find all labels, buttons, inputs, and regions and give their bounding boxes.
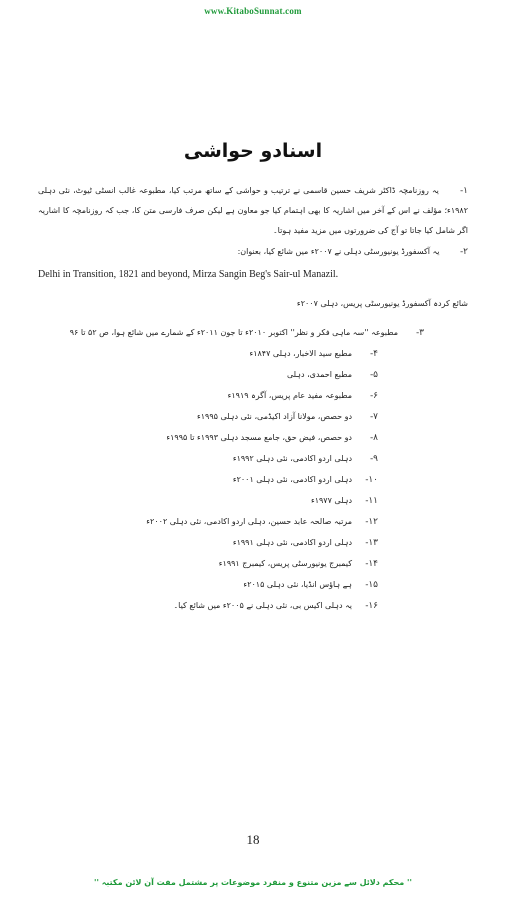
page-title: اسنادو حواشی — [183, 140, 323, 162]
note-number: ۱۰- — [365, 474, 378, 484]
note-number: ۱۱- — [365, 495, 378, 505]
note-text: یہ روزنامچہ ڈاکٹر شریف حسین قاسمی نے ترتیب و حواشی کے ساتھ مرتب کیا، مطبوعہ غالب انسٹی ٹیوٹ، نئی دہلی ۱۹۸۲ء؛ مؤلف نے اس کے آخر میں اشاریہ کا بھی اہتمام کیا جو معاون ہے لیکن صرف فارسی متن کا، جب کہ روزنامچہ کا اشاریہ اگر شامل کیا جاتا تو آج کی ضرورتوں میں مزید مفید ہوتا۔ — [38, 186, 468, 235]
page-number: 18 — [246, 832, 260, 847]
note-number: ۶- — [370, 390, 378, 400]
note-number: ۹- — [370, 453, 378, 463]
note-number: ۲- — [460, 246, 468, 256]
note-number: ۸- — [370, 432, 378, 442]
site-url-header[interactable]: www.KitaboSunnat.com — [204, 6, 302, 16]
notes-section — [38, 180, 468, 616]
list-item — [38, 574, 378, 595]
note-number: ۱۵- — [365, 579, 378, 589]
english-book-title: Delhi in Transition, 1821 and beyond, Mirza Sangin Beg's Sair-ul Manazil. — [38, 269, 339, 280]
note-number: ۵- — [370, 369, 378, 379]
note-text: مطبع احمدی، دہلی — [286, 370, 352, 379]
note-2 — [38, 241, 468, 262]
note-number: ۱۶- — [365, 600, 378, 610]
note-text: دو حصص، فیض حق، جامع مسجد دہلی ۱۹۹۳ء تا ۱۹۹۵ء — [166, 433, 352, 442]
list-item — [38, 343, 378, 364]
note-text: مطبع سید الاخبار، دہلی ۱۸۴۷ء — [249, 349, 352, 358]
note-text: ہے ہاؤس انڈیا، نئی دہلی ۲۰۱۵ء — [243, 580, 352, 589]
list-item — [38, 595, 378, 616]
note-text: یہ دہلی اکیس بی، نئی دہلی نے ۲۰۰۵ء میں شائع کیا۔ — [173, 601, 352, 610]
note-text: دہلی اردو اکادمی، نئی دہلی ۲۰۰۱ء — [232, 475, 352, 484]
note-text: یہ آکسفورڈ یونیورسٹی دہلی نے ۲۰۰۷ء میں شائع کیا، بعنوان: — [237, 247, 440, 256]
list-item — [38, 553, 378, 574]
footer-tagline: '' محکم دلائل سے مزین متنوع و منفرد موضوعات پر مشتمل مفت آن لائن مکتبہ '' — [94, 878, 412, 887]
list-item — [38, 385, 378, 406]
note-number: ۳- — [416, 327, 424, 337]
list-item — [38, 532, 378, 553]
note-text: کیمبرج یونیورسٹی پریس، کیمبرج ۱۹۹۱ء — [218, 559, 352, 568]
list-item — [38, 322, 424, 343]
publisher-line: شائع کردہ آکسفورڈ یونیورسٹی پریس، دہلی ۲۰۰۷ء — [296, 299, 468, 308]
list-item — [38, 511, 378, 532]
note-text: دہلی اردو اکادمی، نئی دہلی ۱۹۹۱ء — [232, 538, 352, 547]
note-text: دہلی اردو اکادمی، نئی دہلی ۱۹۹۲ء — [232, 454, 352, 463]
list-item — [38, 406, 378, 427]
list-item — [38, 490, 378, 511]
note-text: دہلی ۱۹۷۷ء — [310, 496, 352, 505]
note-text: مطبوعہ ''سہ ماہی فکر و نظر'' اکتوبر ۲۰۱۰ء تا جون ۲۰۱۱ء کے شمارے میں شائع ہوا، ص ۵۲ تا ۹۶ — [69, 328, 398, 337]
note-1 — [38, 180, 468, 241]
note-text: مرتبہ صالحہ عابد حسین، دہلی اردو اکادمی، نئی دہلی ۲۰۰۲ء — [146, 517, 352, 526]
note-number: ۴- — [370, 348, 378, 358]
list-item — [38, 448, 378, 469]
note-number: ۱۲- — [365, 516, 378, 526]
note-number: ۱۳- — [365, 537, 378, 547]
list-item — [38, 427, 378, 448]
list-item — [38, 469, 378, 490]
note-text: دو حصص، مولانا آزاد اکیڈمی، نئی دہلی ۱۹۹۵ء — [196, 412, 352, 421]
list-item — [38, 364, 378, 385]
note-number: ۷- — [370, 411, 378, 421]
notes-list — [38, 322, 468, 616]
note-text: مطبوعہ مفید عام پریس، آگرہ ۱۹۱۹ء — [227, 391, 352, 400]
note-number: ۱- — [460, 185, 468, 195]
note-number: ۱۴- — [365, 558, 378, 568]
